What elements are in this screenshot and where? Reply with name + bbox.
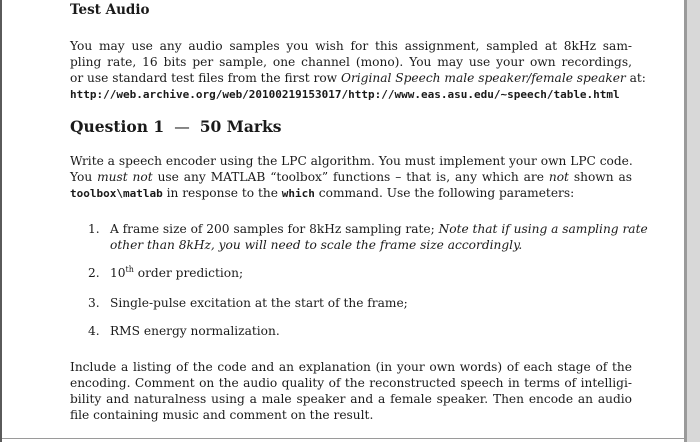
param-number: 4. bbox=[88, 324, 100, 338]
param-number: 3. bbox=[88, 296, 100, 310]
closing-line-4: file containing music and comment on the result. bbox=[70, 408, 374, 422]
page-left-edge bbox=[0, 0, 2, 442]
task-line-2-start: You bbox=[70, 170, 98, 184]
param-2-superscript: th bbox=[125, 264, 134, 274]
emphasis-must-not: must not bbox=[97, 170, 153, 184]
param-2-order: 10 bbox=[110, 266, 126, 280]
param-1-line-1 bbox=[110, 221, 648, 237]
param-1-note: Note that if using a sampling rate bbox=[438, 222, 648, 236]
page-bottom-edge bbox=[2, 438, 684, 439]
intro-line-3-end: at: bbox=[625, 71, 646, 85]
closing-line-1: Include a listing of the code and an explanation (in your own words) of each stage of the bbox=[70, 360, 632, 374]
task-line-3-end: command. Use the following parameters: bbox=[314, 186, 575, 200]
param-2-line bbox=[110, 265, 634, 281]
viewer-scroll-gutter[interactable] bbox=[687, 0, 700, 442]
question-label: Question 1 bbox=[70, 117, 165, 136]
intro-url-line bbox=[70, 86, 632, 102]
intro-line-1: You may use any audio samples you wish for this assignment, sampled at 8kHz sam- bbox=[70, 39, 632, 53]
emphasis-not: not bbox=[548, 170, 569, 184]
task-line-2-mid: use any MATLAB “toolbox” functions – that is, any which are bbox=[152, 170, 549, 184]
param-number: 2. bbox=[88, 266, 100, 280]
task-line-2-end: shown as bbox=[568, 170, 633, 184]
question-marks: 50 Marks bbox=[199, 117, 282, 136]
code-which-command: which bbox=[281, 187, 315, 200]
param-text bbox=[110, 323, 634, 339]
question-heading bbox=[70, 117, 282, 136]
source-url[interactable]: http://web.archive.org/web/20100219153017/http://www.eas.asu.edu/~speech/table.html bbox=[70, 88, 620, 101]
task-line-1: Write a speech encoder using the LPC algorithm. You must implement your own LPC code. bbox=[70, 154, 633, 168]
question-dash: — bbox=[174, 118, 190, 136]
param-text bbox=[110, 221, 648, 253]
intro-line-3-text: or use standard test files from the first row bbox=[70, 71, 341, 85]
code-toolbox-path: toolbox\matlab bbox=[70, 187, 163, 200]
intro-paragraph bbox=[70, 38, 646, 102]
param-1-line-2: other than 8kHz, you will need to scale the frame size accordingly. bbox=[110, 238, 523, 252]
section-title: Test Audio bbox=[70, 2, 150, 18]
intro-source-name: Original Speech male speaker/female speaker bbox=[340, 71, 626, 85]
param-text bbox=[110, 265, 634, 281]
closing-line-2: encoding. Comment on the audio quality of the reconstructed speech in terms of intelligi- bbox=[70, 376, 632, 390]
closing-line-3: bility and naturalness using a male speaker and a female speaker. Then encode an audio bbox=[70, 392, 632, 406]
param-3-line: Single-pulse excitation at the start of the frame; bbox=[110, 296, 408, 310]
task-line-3-mid: in response to the bbox=[162, 186, 282, 200]
intro-line-3 bbox=[70, 70, 646, 86]
param-2-text: order prediction; bbox=[133, 266, 244, 280]
param-1-text: A frame size of 200 samples for 8kHz sampling rate; bbox=[110, 222, 439, 236]
param-text bbox=[110, 295, 634, 311]
intro-line-2: pling rate, 16 bits per sample, one channel (mono). You may use your own recordings, bbox=[70, 55, 632, 69]
closing-paragraph bbox=[70, 359, 632, 423]
param-4-line: RMS energy normalization. bbox=[110, 324, 280, 338]
param-number: 1. bbox=[88, 222, 100, 236]
task-line-3 bbox=[70, 185, 632, 201]
task-paragraph bbox=[70, 153, 632, 201]
task-line-2 bbox=[70, 169, 632, 185]
